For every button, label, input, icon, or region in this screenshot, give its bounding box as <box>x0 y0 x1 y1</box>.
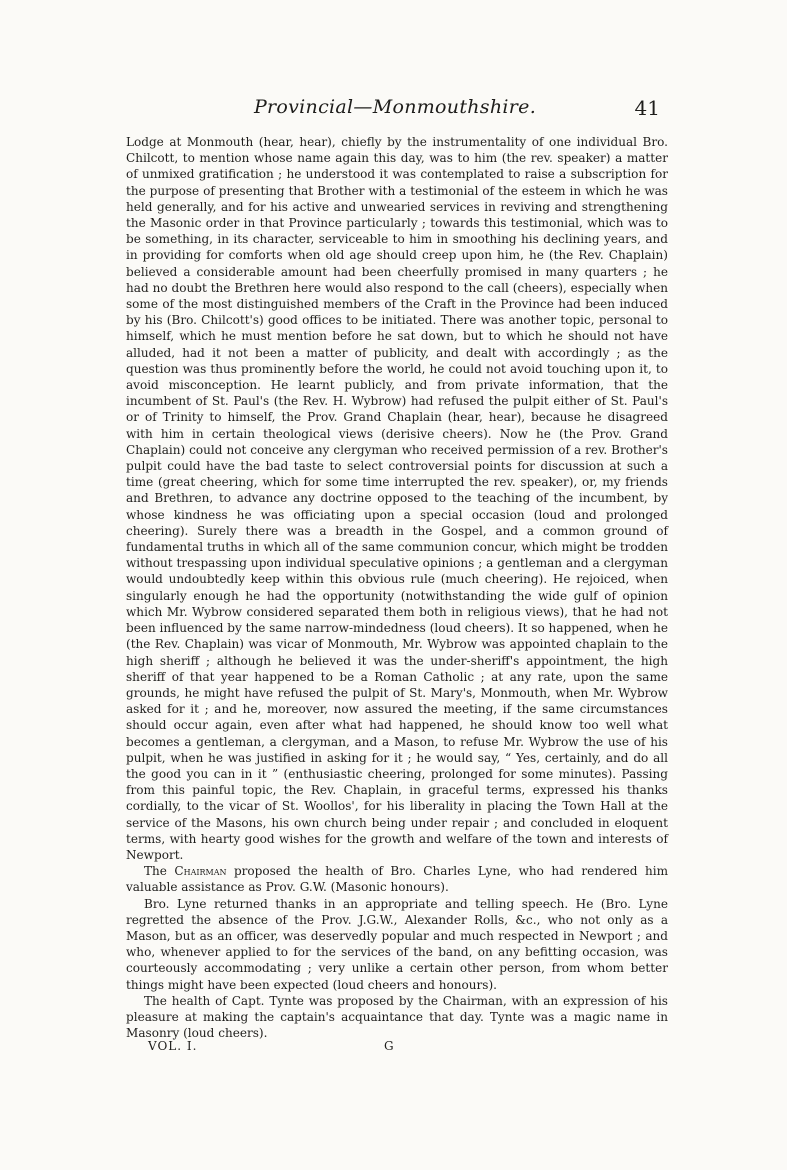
volume-label: VOL. I. <box>148 1039 198 1053</box>
paragraph-lead: The <box>144 864 175 879</box>
body-text <box>126 134 668 1041</box>
page-footer <box>148 1039 408 1057</box>
signature-mark: G <box>384 1039 395 1053</box>
paragraph-speech: Lodge at Monmouth (hear, hear), chiefly by the instrumentality of one individual Bro. Chilcott, to mention whose name again this day, was to him (the rev. speaker) a matter of unmixed gratification ; he understood it was contemplated to raise a subscription for the purpose of presenting that Brother with a testimonial of the esteem in which he was held generally, and for his active and unwearied services in reviving and strengthening the Masonic order in that Province particularly ; towards this testimonial, which was to be something, in its character, serviceable to him in smoothing his declining years, and in providing for comforts when old age should creep upon him, he (the Rev. Chaplain) believed a considerable amount had been cheerfully promised in many quarters ; he had no doubt the Brethren here would also respond to the call (cheers), especially when some of the most distinguished members of the Craft in the Province had been induced by his (Bro. Chilcott's) good offices to be initiated. There was another topic, personal to himself, which he must mention before he sat down, but to which he should not have alluded, had it not been a matter of publicity, and dealt with accordingly ; as the question was thus prominently before the world, he could not avoid touching upon it, to avoid misconception. He learnt publicly, and from private information, that the incumbent of St. Paul's (the Rev. H. Wybrow) had refused the pulpit either of St. Paul's or of Trinity to himself, the Prov. Grand Chaplain (hear, hear), because he disagreed with him in certain theological views (derisive cheers). Now he (the Prov. Grand Chaplain) could not conceive any clergyman who received permission of a rev. Brother's pulpit could have the bad taste to select controversial points for discussion at such a time (great cheering, which for some time interrupted the rev. speaker), or, my friends and Brethren, to advance any doctrine opposed to the teaching of the incumbent, by whose kindness he was officiating upon a special occasion (loud and prolonged cheering). Surely there was a breadth in the Gospel, and a common ground of fundamental truths in which all of the same communion concur, which might be trodden without trespassing upon individual speculative opinions ; a gentleman and a clergyman would undoubtedly keep within this obvious rule (much cheering). He rejoiced, when singularly enough he had the opportunity (notwithstanding the wide gulf of opinion which Mr. Wybrow considered separated them both in religious views), that he had not been influenced by the same narrow-mindedness (loud cheers). It so happened, when he (the Rev. Chaplain) was vicar of Monmouth, Mr. Wybrow was appointed chaplain to the high sheriff ; although he believed it was the under-sheriff's appointment, the high sheriff of that year happened to be a Roman Catholic ; at any rate, upon the same grounds, he might have refused the pulpit of St. Mary's, Monmouth, when Mr. Wybrow asked for it ; and he, moreover, now assured the meeting, if the same circumstances should occur again, even after what had happened, he should know too well what becomes a gentleman, a clergyman, and a Mason, to refuse Mr. Wybrow the use of his pulpit, when he was justified in asking for it ; he would say, “ Yes, certainly, and do all the good you can in it ” (enthusiastic cheering, prolonged for some minutes). Passing from this painful topic, the Rev. Chaplain, in graceful terms, expressed his thanks cordially, to the vicar of St. Woollos', for his liberality in placing the Town Hall at the service of the Masons, his own church being under repair ; and concluded in eloquent terms, with hearty good wishes for the growth and welfare of the town and interests of Newport. <box>126 135 668 862</box>
paragraph-lyne-reply: Bro. Lyne returned thanks in an appropriate and telling speech. He (Bro. Lyne regretted the absence of the Prov. J.G.W., Alexander Rolls, &c., who not only as a Mason, but as an officer, was deservedly popular and much respected in Newport ; and who, whenever applied to for the services of the band, on any befitting occasion, was courteously accommodating ; very unlike a certain other person, from whom better things might have been expected (loud cheers and honours). <box>126 896 668 992</box>
running-head <box>130 96 660 126</box>
chairman-smallcaps: Chairman <box>174 864 227 879</box>
running-title: Provincial—Monmouthshire. <box>253 96 537 118</box>
paragraph-tynte-health: The health of Capt. Tynte was proposed by the Chairman, with an expression of his pleasure at making the captain's acquaintance that day. Tynte was a magic name in Masonry (loud cheers). <box>126 993 668 1041</box>
paragraph-chairman-toast <box>126 863 668 895</box>
page-number: 41 <box>634 96 660 120</box>
paragraph-rest: proposed the health of Bro. Charles Lyne, who had rendered him valuable assistance as Prov. G.W. (Masonic honours). <box>126 864 668 895</box>
